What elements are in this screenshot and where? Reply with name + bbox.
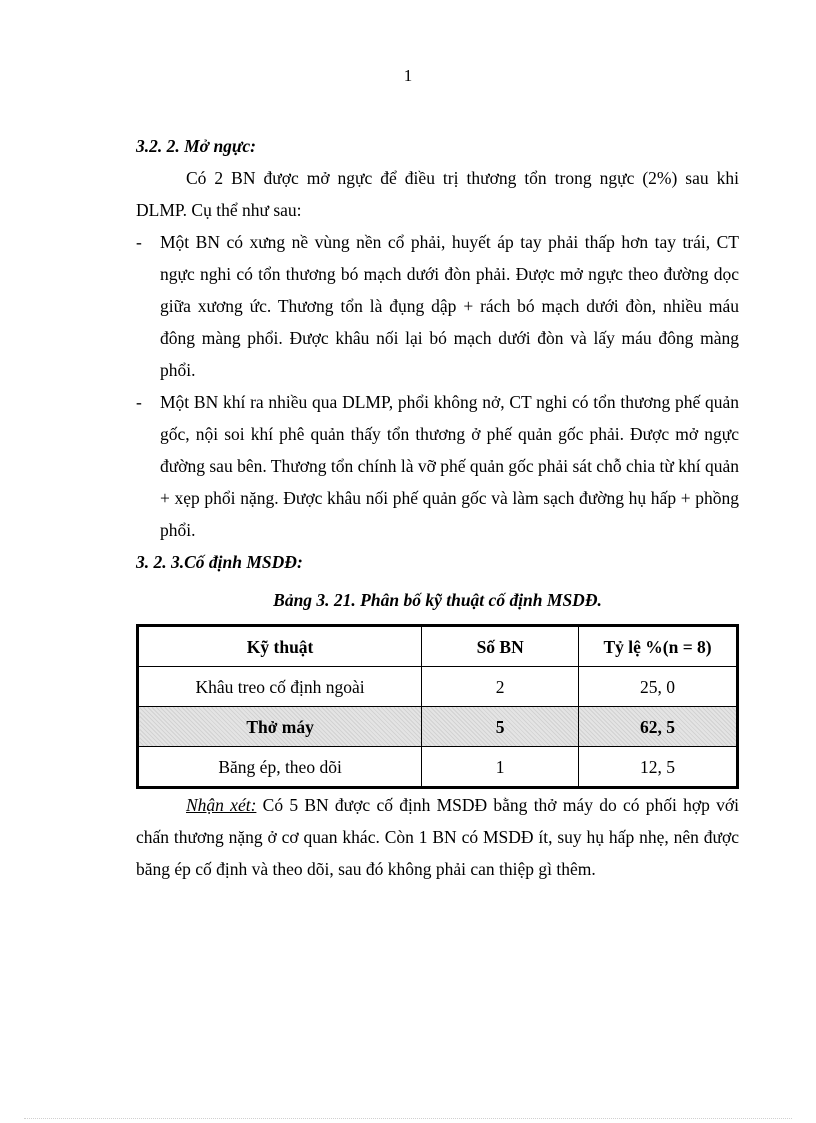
table-cell: 12, 5 — [579, 747, 738, 788]
table-cell: Băng ép, theo dõi — [138, 747, 422, 788]
table-cell: 5 — [422, 707, 579, 747]
remark-text: Có 5 BN được cố định MSDĐ bằng thở máy do có phối hợp với chấn thương nặng ở cơ quan khác. Còn 1 BN có MSDĐ ít, suy hụ hấp nhẹ, nên được băng ép cố định và theo dõi, sau đó không phải can thiệp gì thêm. — [136, 795, 739, 879]
table-caption: Bảng 3. 21. Phân bố kỹ thuật cố định MSDĐ. — [273, 590, 602, 610]
table-cell: 62, 5 — [579, 707, 738, 747]
column-header-patients: Số BN — [422, 626, 579, 667]
table-cell: 25, 0 — [579, 667, 738, 707]
table-cell: Thở máy — [138, 707, 422, 747]
page-number: 1 — [403, 66, 413, 85]
case-list — [136, 226, 739, 546]
case-list-item — [136, 386, 739, 546]
section-heading-3-2-2: 3.2. 2. Mở ngực: — [136, 136, 257, 156]
section-heading-3-2-3: 3. 2. 3.Cố định MSDĐ: — [136, 552, 303, 572]
table-cell: 2 — [422, 667, 579, 707]
page-bottom-divider — [24, 1118, 792, 1119]
page-content — [136, 130, 739, 885]
column-header-technique: Kỹ thuật — [138, 626, 422, 667]
data-table — [136, 624, 739, 789]
column-header-percent: Tỷ lệ %(n = 8) — [579, 626, 738, 667]
case-text: Một BN có xưng nề vùng nền cổ phải, huyết áp tay phải thấp hơn tay trái, CT ngực nghi có tổn thương bó mạch dưới đòn phải. Được mở ngực theo đường dọc giữa xương ức. Thương tổn là đụng dập + rách bó mạch dưới đòn, nhiều máu đông màng phổi. Được khâu nối lại bó mạch dưới đòn và lấy máu đông màng phổi. — [160, 232, 739, 380]
table-row — [138, 667, 738, 707]
section-intro-paragraph: Có 2 BN được mở ngực để điều trị thương tổn trong ngực (2%) sau khi DLMP. Cụ thể như sau: — [136, 168, 739, 220]
case-list-item — [136, 226, 739, 386]
bullet-dash: - — [136, 392, 142, 412]
table-row-highlighted — [138, 707, 738, 747]
remark-label: Nhận xét: — [186, 795, 257, 815]
remark-paragraph — [136, 789, 739, 885]
table-header-row — [138, 626, 738, 667]
table-cell: 1 — [422, 747, 579, 788]
bullet-dash: - — [136, 232, 142, 252]
case-text: Một BN khí ra nhiều qua DLMP, phổi không nở, CT nghi có tổn thương phế quản gốc, nội soi khí phê quản thấy tổn thương ở phế quản gốc phải. Được mở ngực đường sau bên. Thương tổn chính là vỡ phế quản gốc phải sát chỗ chia từ khí quản + xẹp phổi nặng. Được khâu nối phế quản gốc và làm sạch đường hụ hấp + phồng phổi. — [160, 392, 739, 540]
table-cell: Khâu treo cố định ngoài — [138, 667, 422, 707]
table-row — [138, 747, 738, 788]
